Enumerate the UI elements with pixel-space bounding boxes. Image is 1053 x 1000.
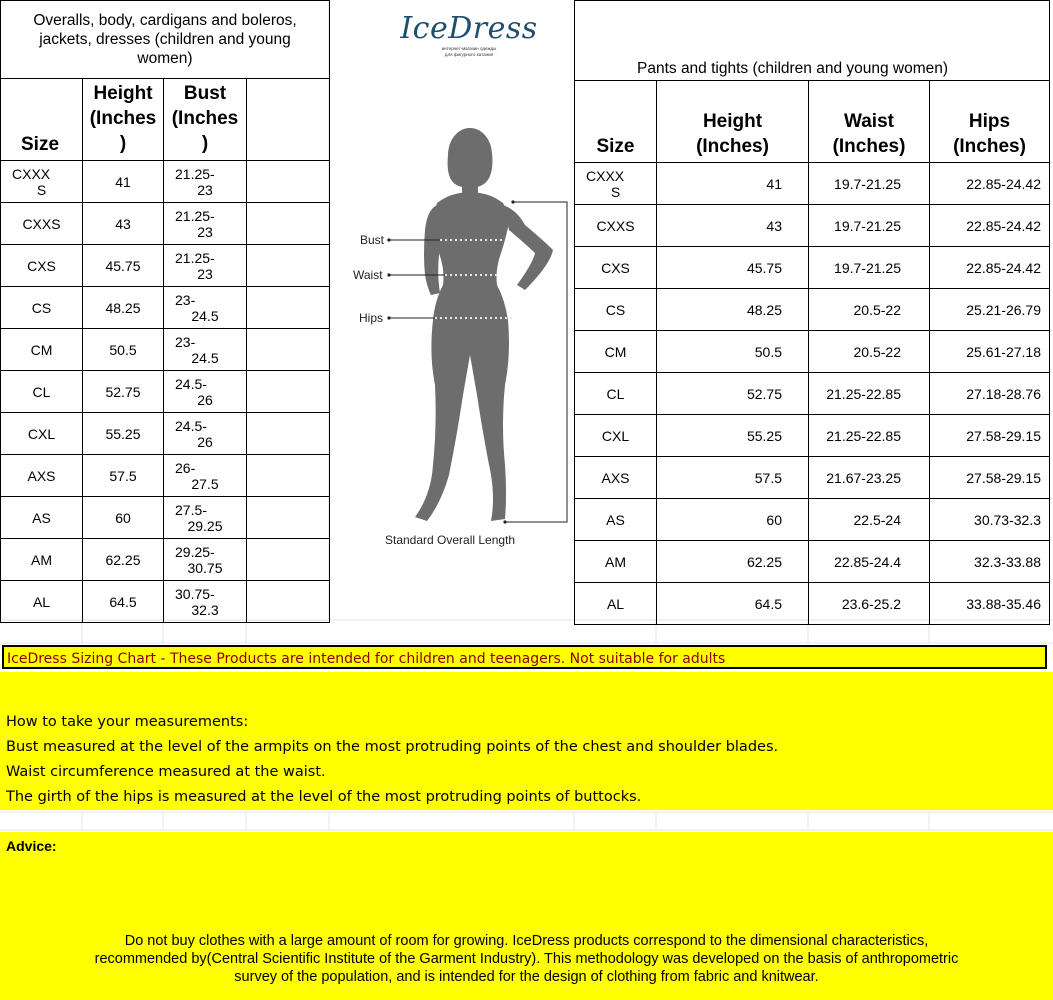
pants-size-table [574, 0, 1050, 625]
size-cell: CXL [1, 413, 83, 455]
size-cell: CM [1, 329, 83, 371]
table-row [575, 373, 1050, 415]
table-row [1, 329, 330, 371]
table-row [575, 415, 1050, 457]
table-row [575, 457, 1050, 499]
col-header-size: Size [575, 81, 657, 163]
size-cell: AM [1, 539, 83, 581]
height-cell: 57.5 [83, 455, 164, 497]
height-cell: 62.25 [83, 539, 164, 581]
table-row [1, 539, 330, 581]
height-cell: 45.75 [657, 247, 809, 289]
hips-cell: 27.18-28.76 [930, 373, 1050, 415]
bust-cell: 21.25- 23 [164, 203, 247, 245]
how-to-title: How to take your measurements: [6, 714, 249, 730]
hips-cell: 32.3-33.88 [930, 541, 1050, 583]
size-cell: AS [575, 499, 657, 541]
bust-cell: 30.75- 32.3 [164, 581, 247, 623]
hips-label: Hips [359, 311, 384, 325]
woman-silhouette-icon [345, 125, 585, 555]
height-cell: 41 [83, 161, 164, 203]
hips-cell: 25.61-27.18 [930, 331, 1050, 373]
height-cell: 48.25 [657, 289, 809, 331]
table-row [575, 331, 1050, 373]
size-cell: CXXX S [1, 161, 83, 203]
empty-cell [247, 371, 330, 413]
sizing-notice-banner: IceDress Sizing Chart - These Products are intended for children and teenagers. Not suitable for adults [2, 645, 1047, 669]
bust-cell: 26- 27.5 [164, 455, 247, 497]
height-cell: 62.25 [657, 541, 809, 583]
size-cell: CL [1, 371, 83, 413]
col-header-height: Height (Inches ) [83, 79, 164, 161]
size-cell: AXS [1, 455, 83, 497]
bust-cell: 23- 24.5 [164, 329, 247, 371]
empty-cell [247, 539, 330, 581]
hips-cell: 33.88-35.46 [930, 583, 1050, 625]
height-cell: 60 [83, 497, 164, 539]
waist-cell: 20.5-22 [809, 331, 930, 373]
height-cell: 64.5 [83, 581, 164, 623]
size-cell: AM [575, 541, 657, 583]
size-cell: AXS [575, 457, 657, 499]
empty-cell [247, 581, 330, 623]
advice-title: Advice: [6, 838, 57, 854]
empty-cell [247, 287, 330, 329]
col-header-bust: Bust (Inches ) [164, 79, 247, 161]
waist-cell: 22.5-24 [809, 499, 930, 541]
hips-instruction: The girth of the hips is measured at the level of the most protruding points of buttocks. [6, 789, 642, 805]
table-row [1, 455, 330, 497]
waist-cell: 22.85-24.4 [809, 541, 930, 583]
height-cell: 43 [657, 205, 809, 247]
bust-label: Bust [360, 233, 385, 247]
waist-cell: 20.5-22 [809, 289, 930, 331]
table-row [1, 371, 330, 413]
height-cell: 60 [657, 499, 809, 541]
size-cell: CXL [575, 415, 657, 457]
height-cell: 50.5 [83, 329, 164, 371]
height-cell: 52.75 [83, 371, 164, 413]
empty-cell [247, 161, 330, 203]
bust-cell: 24.5- 26 [164, 413, 247, 455]
height-cell: 55.25 [83, 413, 164, 455]
size-cell: AL [575, 583, 657, 625]
overall-length-label: Standard Overall Length [385, 533, 516, 547]
empty-cell [247, 413, 330, 455]
pants-table-title: Pants and tights (children and young women) [575, 1, 1050, 81]
bust-cell: 29.25- 30.75 [164, 539, 247, 581]
col-header-hips: Hips (Inches) [930, 81, 1050, 163]
size-cell: AL [1, 581, 83, 623]
size-cell: CXS [575, 247, 657, 289]
logo-subtitle: интернет-магазин одежды для фигурного катания [441, 46, 497, 57]
waist-cell: 21.25-22.85 [809, 373, 930, 415]
size-cell: CXXS [575, 205, 657, 247]
size-cell: CXXS [1, 203, 83, 245]
waist-cell: 19.7-21.25 [809, 205, 930, 247]
table-row [575, 583, 1050, 625]
bust-cell: 21.25- 23 [164, 245, 247, 287]
size-cell: CS [575, 289, 657, 331]
bust-cell: 21.25- 23 [164, 161, 247, 203]
waist-cell: 21.67-23.25 [809, 457, 930, 499]
height-cell: 43 [83, 203, 164, 245]
waist-label: Waist [353, 268, 383, 282]
table-row [1, 497, 330, 539]
table-row [575, 205, 1050, 247]
waist-cell: 21.25-22.85 [809, 415, 930, 457]
height-cell: 50.5 [657, 331, 809, 373]
table-row [1, 413, 330, 455]
logo-wordmark: IceDress [400, 11, 538, 46]
height-cell: 57.5 [657, 457, 809, 499]
waist-cell: 19.7-21.25 [809, 163, 930, 205]
advice-text: Do not buy clothes with a large amount of room for growing. IceDress products correspond to the dimensional characteristics, recommended by(Central Scientific Institute of the Garment Industry). This methodology was developed on the basis of anthropometric survey of the population, and is intended for the design of clothing from fabric and knitwear. [94, 933, 959, 985]
bust-cell: 24.5- 26 [164, 371, 247, 413]
size-cell: CS [1, 287, 83, 329]
table-row [1, 287, 330, 329]
size-cell: CM [575, 331, 657, 373]
table-row [575, 247, 1050, 289]
empty-cell [247, 497, 330, 539]
hips-cell: 25.21-26.79 [930, 289, 1050, 331]
height-cell: 64.5 [657, 583, 809, 625]
hips-cell: 27.58-29.15 [930, 415, 1050, 457]
empty-cell [247, 329, 330, 371]
table-row [575, 163, 1050, 205]
bust-cell: 27.5- 29.25 [164, 497, 247, 539]
hips-cell: 22.85-24.42 [930, 205, 1050, 247]
table-row [575, 499, 1050, 541]
waist-instruction: Waist circumference measured at the waist. [6, 764, 326, 780]
empty-cell [247, 245, 330, 287]
body-measurement-figure [345, 125, 585, 555]
hips-cell: 22.85-24.42 [930, 247, 1050, 289]
overalls-table-title: Overalls, body, cardigans and boleros, jackets, dresses (children and young women) [1, 1, 330, 79]
bust-cell: 23- 24.5 [164, 287, 247, 329]
height-cell: 45.75 [83, 245, 164, 287]
size-cell: CL [575, 373, 657, 415]
col-header-height: Height (Inches) [657, 81, 809, 163]
table-row [1, 161, 330, 203]
waist-cell: 23.6-25.2 [809, 583, 930, 625]
size-cell: CXXX S [575, 163, 657, 205]
table-row [575, 541, 1050, 583]
table-row [575, 289, 1050, 331]
hips-cell: 27.58-29.15 [930, 457, 1050, 499]
col-header-waist: Waist (Inches) [809, 81, 930, 163]
table-row [1, 203, 330, 245]
height-cell: 41 [657, 163, 809, 205]
height-cell: 55.25 [657, 415, 809, 457]
size-cell: AS [1, 497, 83, 539]
size-cell: CXS [1, 245, 83, 287]
hips-cell: 22.85-24.42 [930, 163, 1050, 205]
overalls-size-table [0, 0, 330, 623]
height-cell: 48.25 [83, 287, 164, 329]
col-header-empty [247, 79, 330, 161]
col-header-size: Size [1, 79, 83, 161]
hips-cell: 30.73-32.3 [930, 499, 1050, 541]
empty-cell [247, 455, 330, 497]
icedress-logo [394, 12, 544, 58]
empty-cell [247, 203, 330, 245]
table-row [1, 245, 330, 287]
table-row [1, 581, 330, 623]
waist-cell: 19.7-21.25 [809, 247, 930, 289]
height-cell: 52.75 [657, 373, 809, 415]
bust-instruction: Bust measured at the level of the armpits on the most protruding points of the chest and shoulder blades. [6, 739, 779, 755]
